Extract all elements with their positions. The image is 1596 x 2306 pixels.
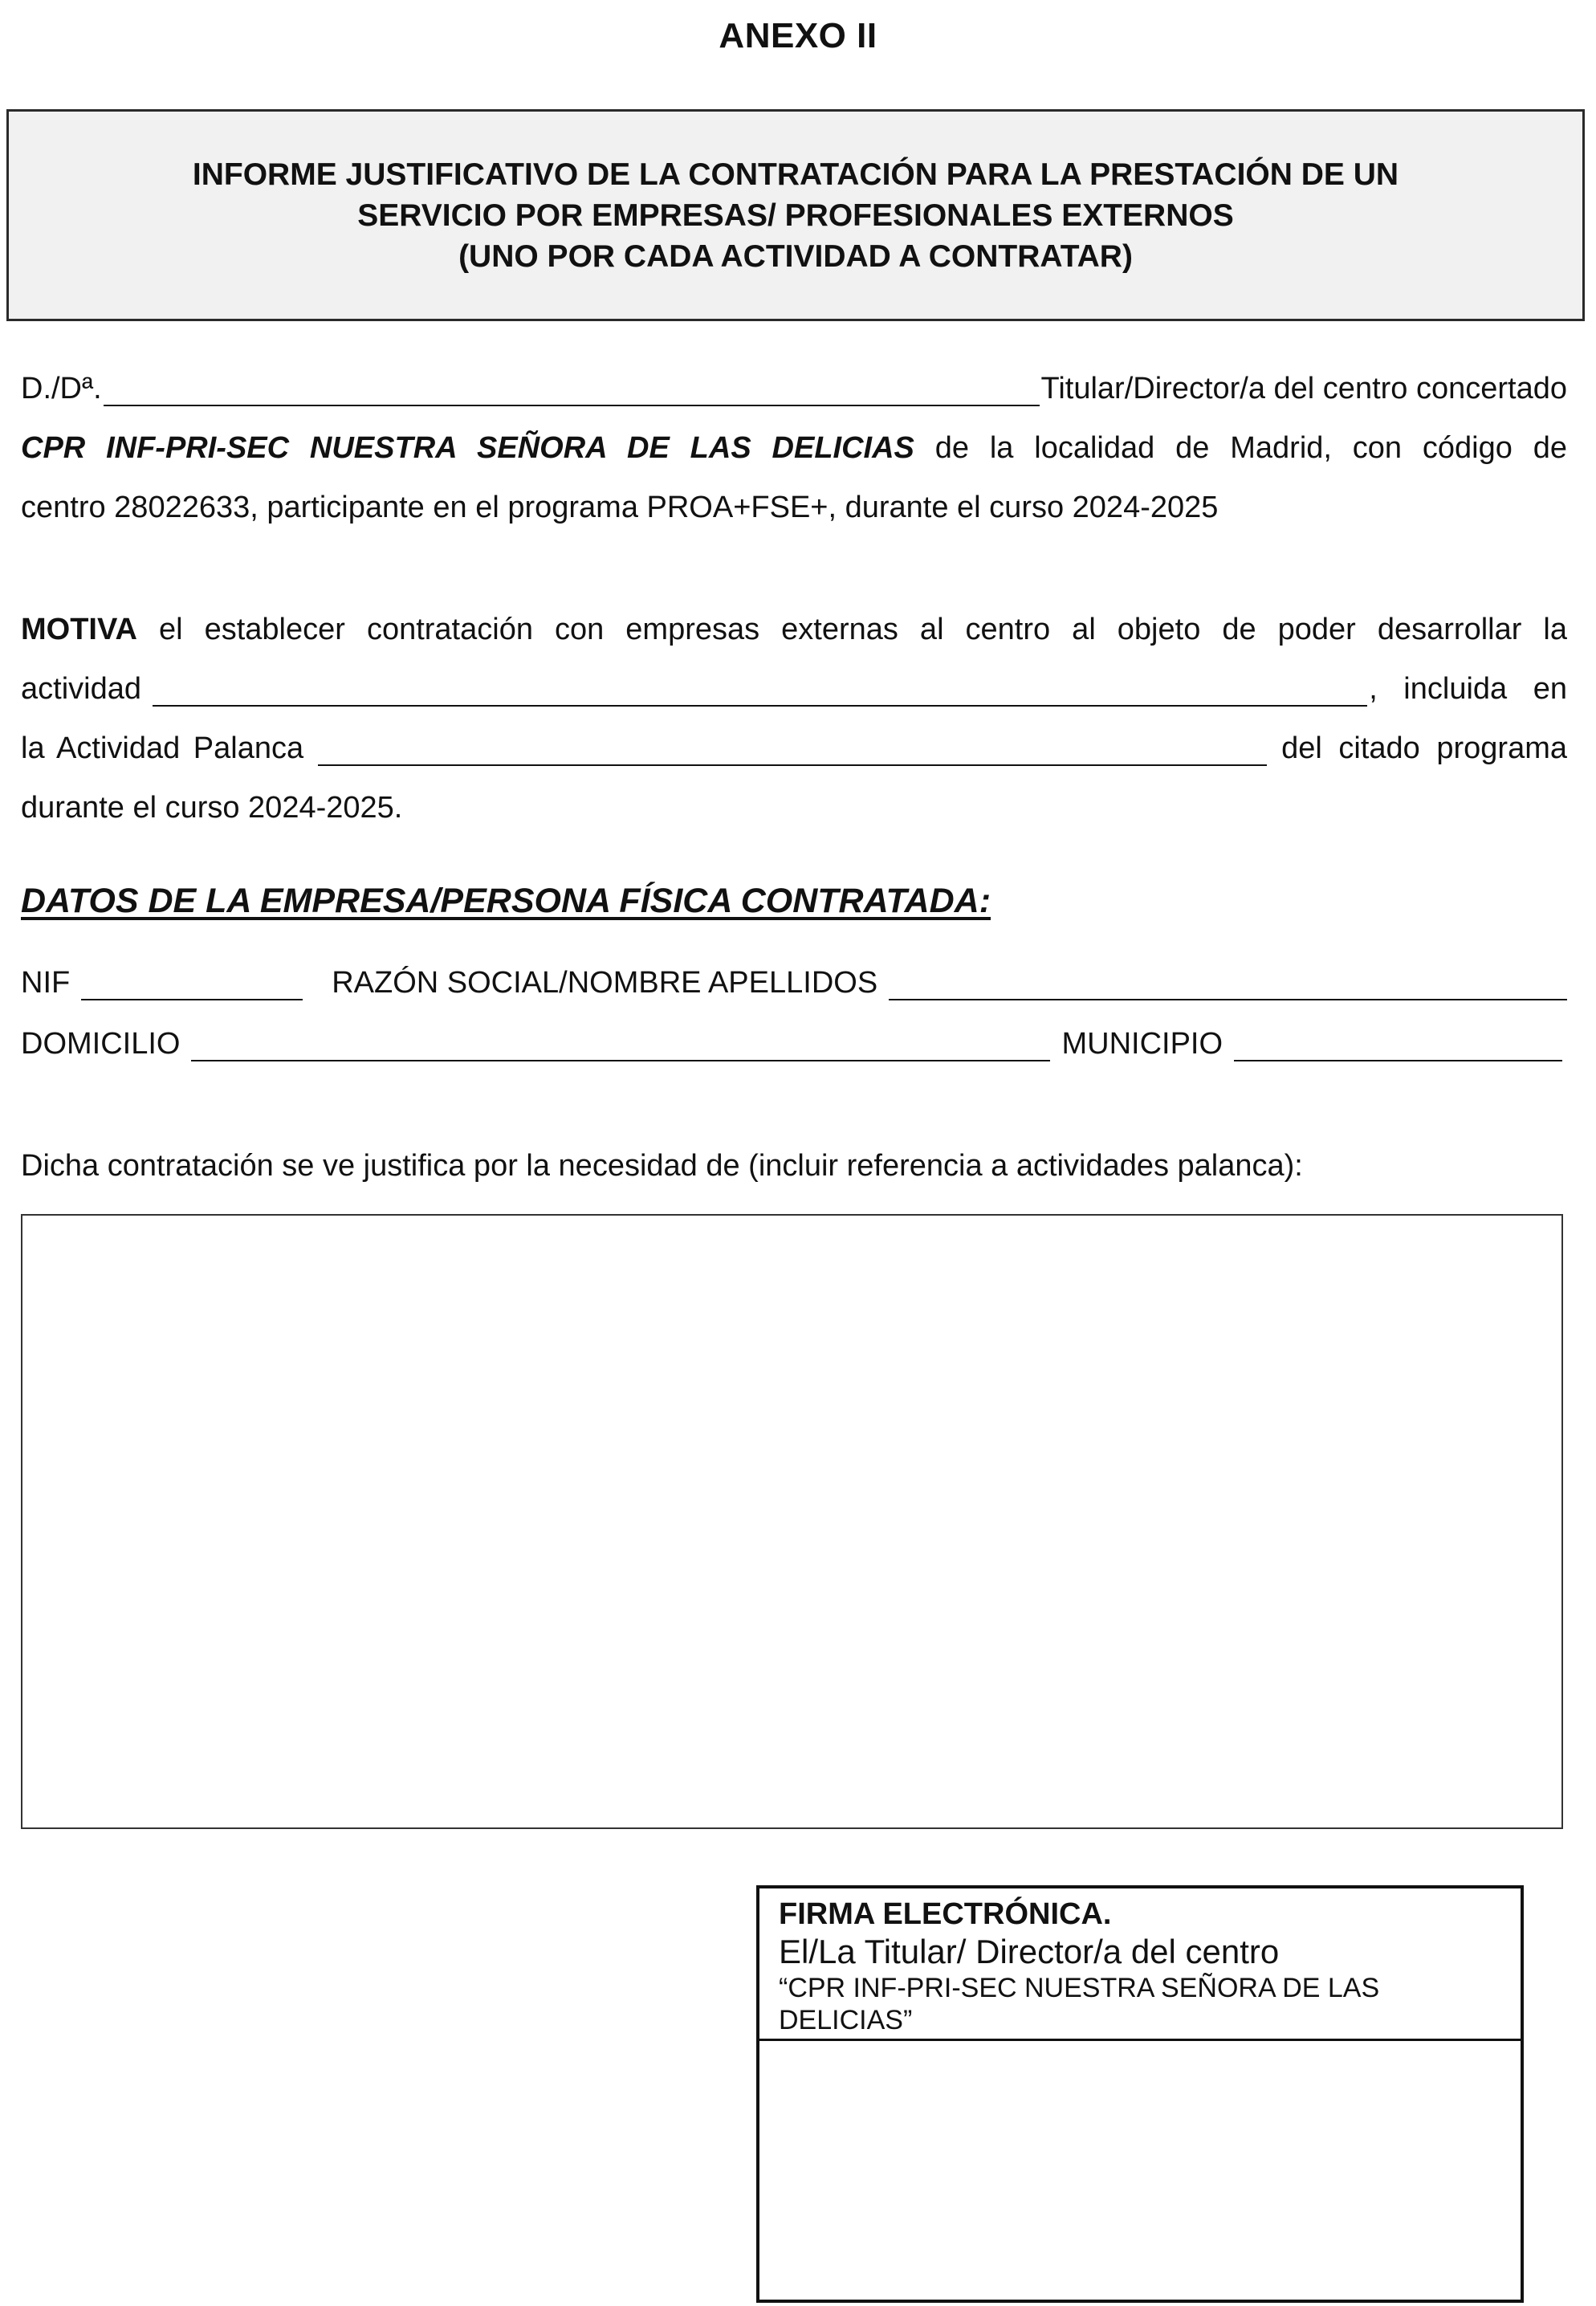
motiva-line-3	[21, 731, 1567, 766]
municipio-label: MUNICIPIO	[1061, 1027, 1223, 1061]
signature-center-line-1: “CPR INF-PRI-SEC NUESTRA SEÑORA DE LAS	[779, 1973, 1380, 2003]
palanca-field[interactable]	[318, 735, 1267, 766]
intro-line-2	[21, 430, 1567, 466]
annex-title: ANEXO II	[719, 16, 877, 55]
razon-social-label: RAZÓN SOCIAL/NOMBRE APELLIDOS	[332, 966, 878, 1000]
signature-box	[756, 1885, 1524, 2303]
domicilio-label: DOMICILIO	[21, 1027, 181, 1061]
motiva-text: el establecer contratación con empresas externas al centro al objeto de poder desarrollar la	[136, 613, 1567, 646]
signature-title: FIRMA ELECTRÓNICA.	[779, 1897, 1112, 1931]
razon-social-field[interactable]	[889, 970, 1567, 1000]
intro-line-3: centro 28022633, participante en el programa PROA+FSE+, durante el curso 2024-2025	[21, 491, 1219, 524]
center-name: CPR INF-PRI-SEC NUESTRA SEÑORA DE LAS DELICIAS	[21, 431, 914, 465]
signature-role: El/La Titular/ Director/a del centro	[779, 1933, 1280, 1970]
activity-label: actividad	[21, 672, 141, 706]
justification-textarea[interactable]	[21, 1214, 1563, 1829]
signature-area[interactable]	[759, 2041, 1521, 2300]
company-line-1	[21, 965, 1567, 1000]
justification-text: Dicha contratación se ve justifica por la necesidad de (incluir referencia a actividades palanca):	[21, 1149, 1303, 1183]
report-title-box	[6, 109, 1585, 321]
motiva-keyword: MOTIVA	[21, 613, 137, 646]
intro-line-1	[21, 371, 1567, 406]
company-line-2	[21, 1026, 1567, 1061]
signature-center-line-2: DELICIAS”	[779, 2005, 913, 2035]
domicilio-field[interactable]	[191, 1031, 1050, 1061]
motiva-line-2	[21, 671, 1567, 707]
report-title-line-3: (UNO POR CADA ACTIVIDAD A CONTRATAR)	[458, 238, 1133, 274]
director-label: D./Dª.	[21, 372, 102, 405]
motiva-line-4: durante el curso 2024-2025.	[21, 791, 403, 825]
nif-field[interactable]	[81, 970, 303, 1000]
palanca-label: la Actividad Palanca	[21, 731, 304, 765]
director-role-text: Titular/Director/a del centro concertado	[1040, 372, 1567, 405]
locality-text: de la localidad de Madrid, con código de	[914, 431, 1568, 465]
included-text: , incluida en	[1369, 672, 1567, 706]
report-title-line-1: INFORME JUSTIFICATIVO DE LA CONTRATACIÓN PARA LA PRESTACIÓN DE UN	[192, 157, 1399, 192]
signature-header	[759, 1888, 1521, 2041]
report-title-line-2: SERVICIO POR EMPRESAS/ PROFESIONALES EXTERNOS	[357, 198, 1234, 233]
programa-text: del citado programa	[1281, 731, 1567, 765]
director-name-field[interactable]	[104, 376, 1040, 406]
activity-field[interactable]	[153, 676, 1367, 707]
motiva-line-1	[21, 612, 1567, 647]
company-section-title: DATOS DE LA EMPRESA/PERSONA FÍSICA CONTRATADA:	[21, 882, 991, 920]
nif-label: NIF	[21, 966, 71, 1000]
municipio-field[interactable]	[1234, 1031, 1562, 1061]
